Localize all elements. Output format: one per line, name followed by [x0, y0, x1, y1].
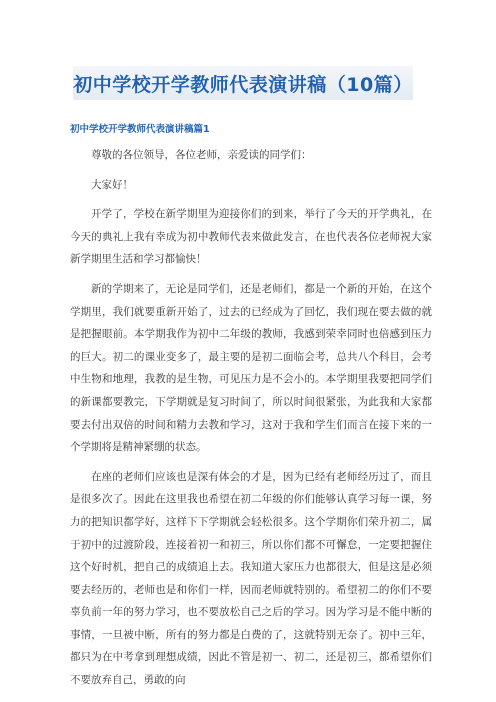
- paragraph-greeting: 大家好！: [91, 178, 133, 191]
- paragraph-salutation: 尊敬的各位领导，各位老师，亲爱读的同学们：: [91, 149, 312, 161]
- document-title: 初中学校开学教师代表演讲稿（10篇）: [73, 73, 413, 96]
- section-heading: 初中学校开学教师代表演讲稿篇1: [70, 124, 210, 135]
- paragraph-3: 在座的老师们应该也是深有体会的才是，因为已经有老师经历过了，而且是很多次了。因此在这里我也希望在初二年级的你们能够认真学习每一课，努力的把知识都学好，这样下下学期就会轻松很多。这个学期你们荣升初二，属于初中的过渡阶段，连接着初一和初三，所以你们都不可懈怠，一定要把握住这个好时机，把自己的成绩追上去。我知道大家压力也都很大，但是这是必须要去经历的，老师也是和你们一样，因而老师就特别的。希望初二的你们不要辜负前一年的努力学习，也不要放松自己之后的学习。因为学习是不能中断的事情，一旦被中断，所有的努力都是白费的了，这就特别无奈了。初中三年，都只为在中考拿到理想成绩，因此不管是初一、初二，还是初三，都希望你们不要放弃自己，勇敢的向: [70, 470, 432, 687]
- document-body: [70, 144, 432, 699]
- title-banner: [73, 66, 413, 100]
- paragraph-1: 开学了，学校在新学期里为迎接你们的到来，举行了今天的开学典礼，在今天的典礼上我有幸成为初中教师代表来做此发言，在也代表各位老师祝大家新学期里生活和学习都愉快！: [70, 208, 432, 266]
- paragraph-2: 新的学期来了，无论是同学们，还是老师们，都是一个新的开始，在这个学期里，我们就要重新开始了，过去的已经成为了回忆，我们现在要去做的就是把握眼前。本学期我作为初中二年级的教师，我感到荣幸同时也倍感到压力的巨大。初二的课业变多了，最主要的是初二面临会考，总共八个科目，会考中生物和地理，我教的是生物，可见压力是不会小的。本学期里我要把同学们的新课都要教完，下学期就是复习时间了，所以时间很紧张，为此我和大家都要去付出双倍的时间和精力去教和学习，这对于我和学生们而言在接下来的一个学期将是精神紧绷的状态。: [70, 282, 432, 454]
